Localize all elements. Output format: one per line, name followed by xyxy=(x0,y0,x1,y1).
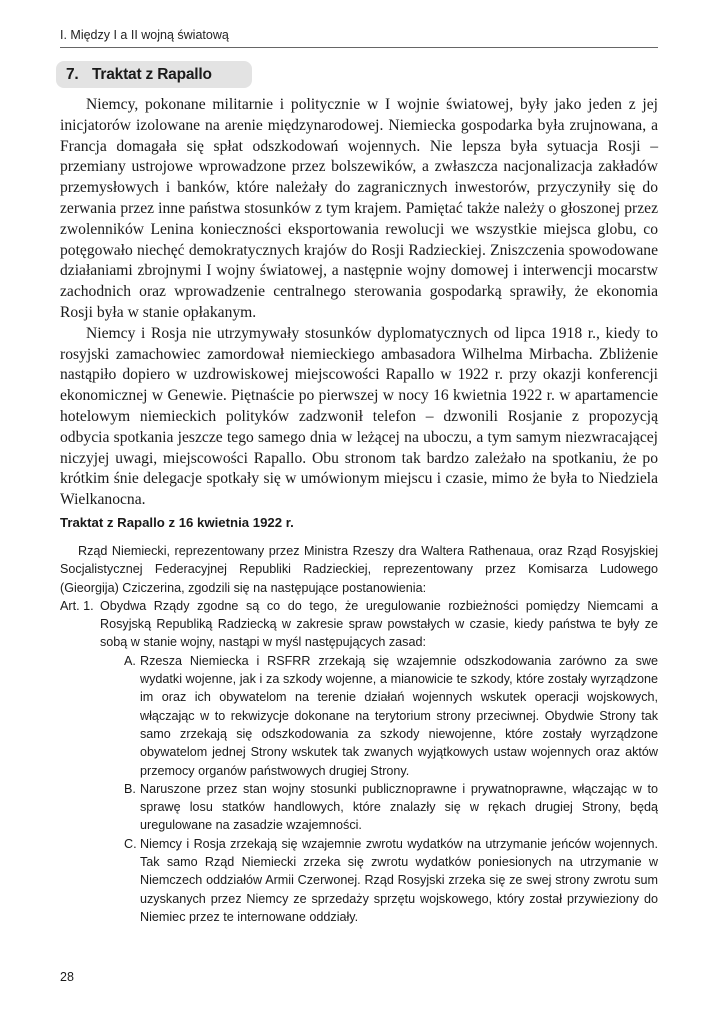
clause-letter: C. xyxy=(124,836,137,851)
article-text: Obydwa Rządy zgodne są co do tego, że uregulowanie rozbieżności pomiędzy Niemcami a Rosyjską Republiką Radziecką w zakresie spraw powstałych w czasie, kiedy państwa te były ze sobą w stanie wojny, nastąpi w myśl następujących zasad: xyxy=(100,598,658,650)
chapter-heading xyxy=(56,61,252,88)
running-head: I. Między I a II wojną światową xyxy=(60,28,658,48)
clause-text: Rzesza Niemiecka i RSFRR zrzekają się wzajemnie odszkodowania zarówno za swe wydatki wojenne, jak i za szkody wojenne, a mianowicie te szkody, które zostały wyrządzone im oraz ich obywatelom na terenie działań wojennych wskutek operacji wojskowych, włączając w to rekwizycje dokonane na terytorium strony przeciwnej. Obydwie Strony tak samo zrzekają się odszkodowania za szkody niewojenne, które zostały wyrządzone obywatelom jednej Strony wskutek tak zwanych wyjątkowych ustaw wojennych oraz aktów przemocy organów państwowych drugiej Strony. xyxy=(140,653,658,778)
document-title: Traktat z Rapallo z 16 kwietnia 1922 r. xyxy=(60,515,294,530)
treaty-document xyxy=(60,542,658,926)
chapter-title: Traktat z Rapallo xyxy=(92,66,212,83)
article-label: Art. 1. xyxy=(60,598,94,613)
page-number: 28 xyxy=(60,970,74,984)
clause-letter: B. xyxy=(124,781,136,796)
body-paragraph: Niemcy i Rosja nie utrzymywały stosunków dyplomatycznych od lipca 1918 r., kiedy to rosyjski zamachowiec zamordował niemieckiego ambasadora Wilhelma Mirbacha. Zbliżenie nastąpiło dopiero w uzdrowiskowej miejscowości Rapallo w 1922 r. przy okazji konferencji ekonomicznej w Genewie. Piętnaście po pierwszej w nocy 16 kwietnia 1922 r. w apartamencie hotelowym niemieckich polityków zadzwonił telefon – dzwonili Rosjanie z propozycją odbycia spotkania jeszcze tego samego dnia w leżącej na uboczu, a tym samym niezwracającej niczyjej uwagi, miejscowości Rapallo. Obu stronom tak bardzo zależało na spotkaniu, że po krótkim śnie delegacje spotkały się w umówionym miejscu i czasie, mimo że była to Niedziela Wielkanocna. xyxy=(60,324,658,509)
clause-text: Naruszone przez stan wojny stosunki publicznoprawne i prywatnoprawne, włączając w to sprawę losu statków handlowych, które znalazły się w rękach drugiej Strony, będą uregulowane na zasadzie wzajemności. xyxy=(140,781,658,833)
clause-text: Niemcy i Rosja zrzekają się wzajemnie zwrotu wydatków na utrzymanie jeńców wojennych. Tak samo Rząd Niemiecki zrzeka się zwrotu wydatków poniesionych na utrzymanie w Niemczech oddziałów Armii Czerwonej. Rząd Rosyjski zrzeka się ze swej strony zwrotu sum uzyskanych przez Niemcy ze sprzedaży sprzętu wojskowego, który został przywieziony do Niemiec przez te internowane oddziały. xyxy=(140,836,658,924)
treaty-intro: Rząd Niemiecki, reprezentowany przez Ministra Rzeszy dra Waltera Rathenaua, oraz Rząd Rosyjskiej Socjalistycznej Federacyjnej Republiki Radzieckiej, reprezentowany przez Komisarza Ludowego (Gieorgija) Cziczerina, zgodzili się na następujące postanowienia: xyxy=(60,544,658,595)
clause-letter: A. xyxy=(124,653,136,668)
body-text xyxy=(60,95,658,511)
clause-c xyxy=(124,835,658,926)
clause-a xyxy=(124,652,658,780)
clause-b xyxy=(124,780,658,835)
article-1 xyxy=(60,597,658,652)
chapter-number: 7. xyxy=(66,66,79,83)
body-paragraph: Niemcy, pokonane militarnie i politycznie w I wojnie światowej, były jako jeden z jej inicjatorów izolowane na arenie międzynarodowej. Niemiecka gospodarka była zrujnowana, a Francja domagała się spłat odszkodowań wojennych. Nie lepsza była sytuacja Rosji – przemiany ustrojowe wprowadzone przez bolszewików, a zwłaszcza nacjonalizacja zakładów przemysłowych i banków, które należały do zagranicznych inwestorów, przyczyniły się do zerwania przez inne państwa stosunków z tym krajem. Pamiętać także należy o głoszonej przez zwolenników Lenina konieczności eksportowania rewolucji we wszystkie miejsca globu, co potęgowało niechęć demokratycznych krajów do Rosji Radzieckiej. Zniszczenia spowodowane działaniami zbrojnymi I wojny światowej, a następnie wojny domowej i interwencji mocarstw zachodnich oraz wprowadzenie centralnego sterowania gospodarką sprawiły, że ekonomia Rosji była w stanie opłakanym. xyxy=(60,96,658,321)
